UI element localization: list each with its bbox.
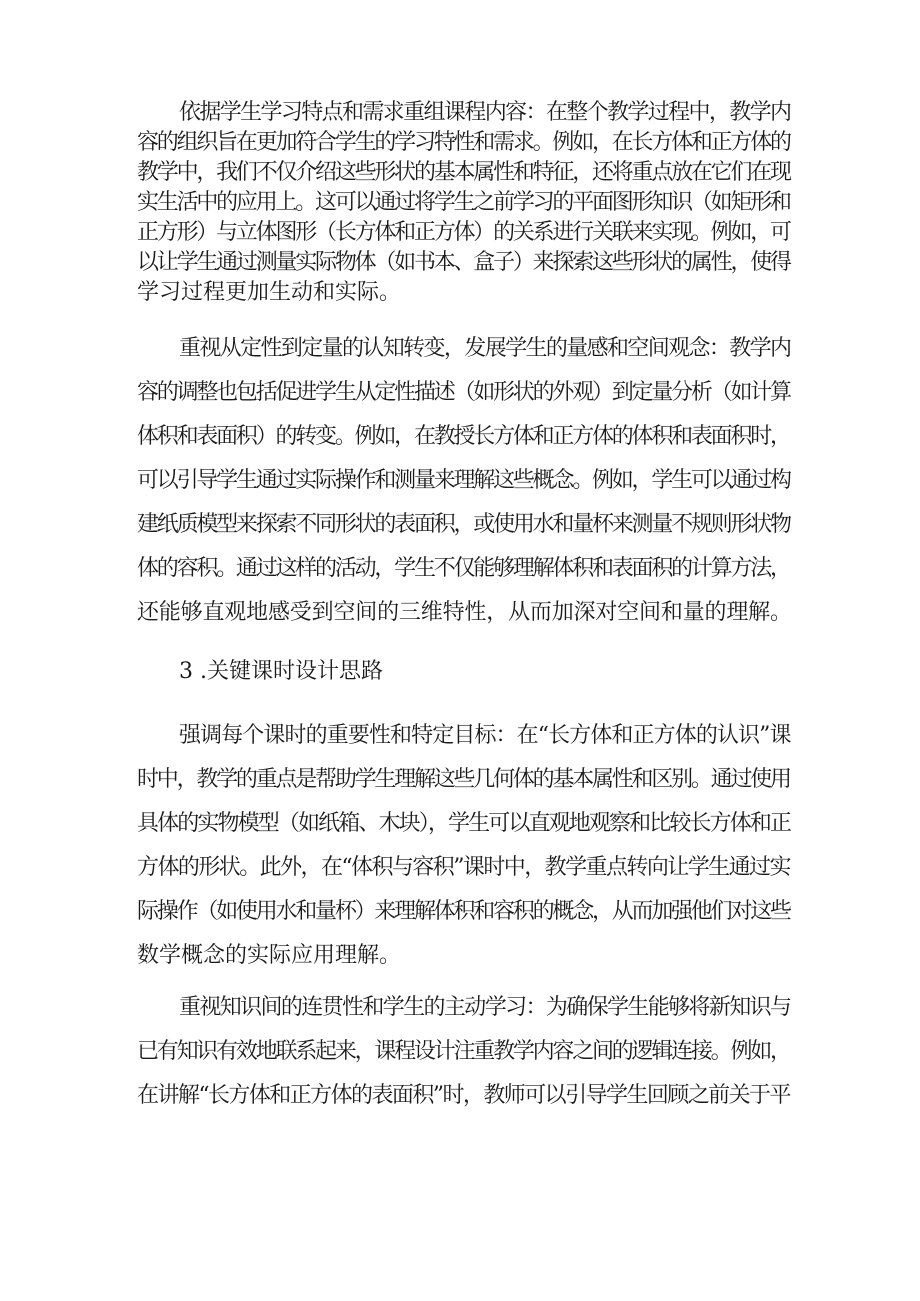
paragraph-1-line-7: 学习过程更加生动和实际。 xyxy=(137,280,402,305)
paragraph-1-line-6: 以让学生通过测量实际物体（如书本、盒子）来探索这些形状的属性，使得 xyxy=(137,250,790,275)
paragraph-1-line-5: 正方形）与立体图形（长方体和正方体）的关系进行关联来实现。例如，可 xyxy=(137,220,790,245)
section-heading: 3 .关键课时设计思路 xyxy=(179,659,383,684)
paragraph-3-line-6: 数学概念的实际应用理解。 xyxy=(137,943,402,968)
paragraph-2-line-6: 体的容积。通过这样的活动，学生不仅能够理解体积和表面积的计算方法， xyxy=(137,556,790,581)
paragraph-3-line-4: 方体的形状。此外，在“体积与容积”课时中，教学重点转向让学生通过实 xyxy=(137,855,790,880)
paragraph-2-line-4: 可以引导学生通过实际操作和测量来理解这些概念。例如，学生可以通过构 xyxy=(137,468,790,493)
paragraph-1-line-4: 实生活中的应用上。这可以通过将学生之前学习的平面图形知识（如矩形和 xyxy=(137,190,790,215)
paragraph-2-line-2: 容的调整也包括促进学生从定性描述（如形状的外观）到定量分析（如计算 xyxy=(137,380,790,405)
paragraph-1-line-2: 容的组织旨在更加符合学生的学习特性和需求。例如，在长方体和正方体的 xyxy=(137,130,790,155)
paragraph-2-line-3: 体积和表面积）的转变。例如，在教授长方体和正方体的体积和表面积时， xyxy=(137,424,790,449)
paragraph-2-line-7: 还能够直观地感受到空间的三维特性，从而加深对空间和量的理解。 xyxy=(137,600,792,625)
paragraph-4-line-2: 已有知识有效地联系起来，课程设计注重教学内容之间的逻辑连接。例如， xyxy=(137,1039,790,1064)
paragraph-4-line-1: 重视知识间的连贯性和学生的主动学习：为确保学生能够将新知识与 xyxy=(179,995,791,1020)
paragraph-1-line-3: 教学中，我们不仅介绍这些形状的基本属性和特征，还将重点放在它们在现 xyxy=(137,160,790,185)
paragraph-3-line-5: 际操作（如使用水和量杯）来理解体积和容积的概念，从而加强他们对这些 xyxy=(137,899,790,924)
paragraph-3-line-3: 具体的实物模型（如纸箱、木块），学生可以直观地观察和比较长方体和正 xyxy=(137,811,791,836)
paragraph-3-line-2: 时中，教学的重点是帮助学生理解这些几何体的基本属性和区别。通过使用 xyxy=(137,767,790,792)
paragraph-3-line-1: 强调每个课时的重要性和特定目标：在“长方体和正方体的认识”课 xyxy=(179,723,791,748)
paragraph-2-line-5: 建纸质模型来探索不同形状的表面积，或使用水和量杯来测量不规则形状物 xyxy=(137,512,790,537)
paragraph-4-line-3: 在讲解“长方体和正方体的表面积”时，教师可以引导学生回顾之前关于平 xyxy=(137,1083,790,1108)
paragraph-2-line-1: 重视从定性到定量的认知转变，发展学生的量感和空间观念：教学内 xyxy=(179,336,791,361)
paragraph-1-line-1: 依据学生学习特点和需求重组课程内容：在整个教学过程中，教学内 xyxy=(179,100,791,125)
